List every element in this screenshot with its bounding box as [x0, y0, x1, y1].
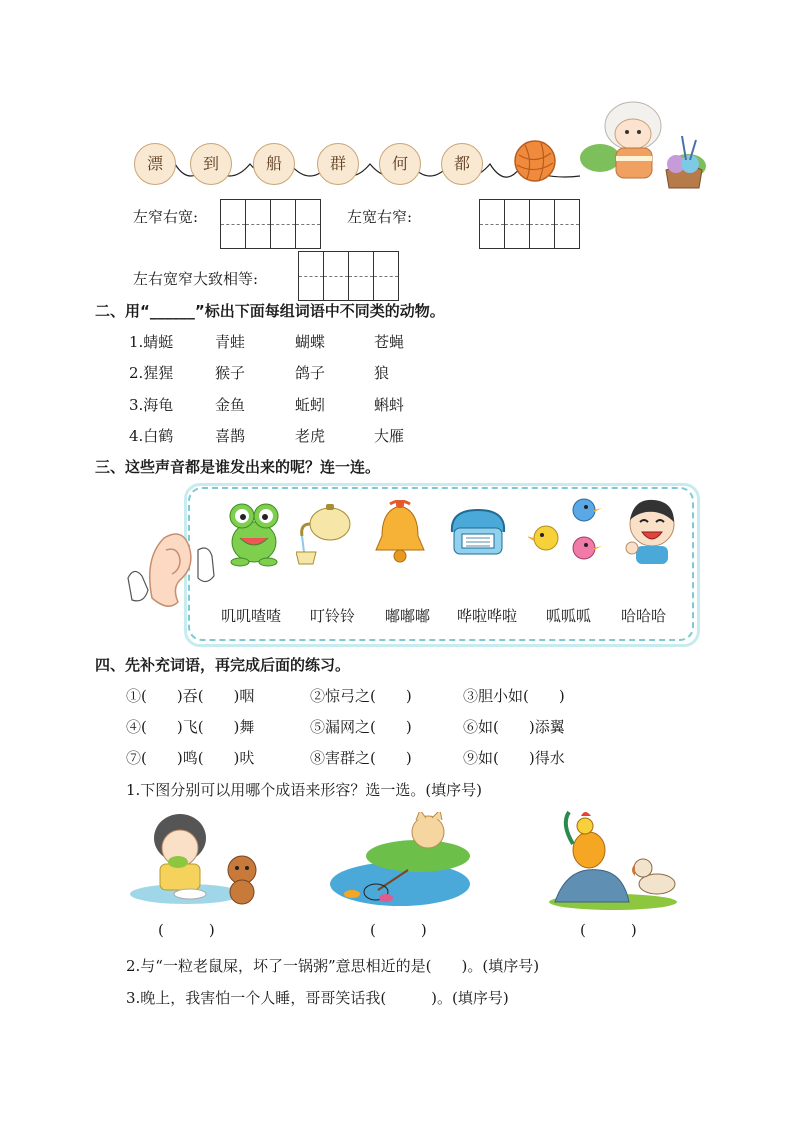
section3-title: 三、这些声音都是谁发出来的呢？连一连。 [95, 458, 381, 476]
word[interactable]: 喜鹊 [215, 427, 246, 445]
word[interactable]: 蚯蚓 [295, 396, 326, 414]
word[interactable]: 苍蝇 [374, 333, 405, 351]
char-circle-6: 都 [441, 143, 483, 185]
left-narrow-writing-grid[interactable] [220, 199, 321, 249]
idiom-blank[interactable]: ⑧害群之( ) [310, 749, 412, 767]
word[interactable]: 蝌蚪 [374, 396, 405, 414]
section2-row-3 [129, 394, 404, 415]
word[interactable]: 蝴蝶 [295, 333, 326, 351]
sound-label-3: 嘟嘟嘟 [385, 607, 431, 625]
word[interactable]: 4.白鹤 [129, 427, 174, 445]
sound-label-1: 叽叽喳喳 [221, 607, 282, 625]
char-circle-1: 漂 [134, 143, 176, 185]
char-circle-5: 何 [379, 143, 421, 185]
question-2[interactable]: 2.与“一粒老鼠屎，坏了一锅粥”意思相近的是( )。(填序号) [126, 957, 540, 975]
rooster-dog-picture [547, 810, 682, 910]
left-wide-writing-grid[interactable] [479, 199, 580, 249]
idiom-blank[interactable]: ⑤漏网之( ) [310, 718, 412, 736]
section2-row-1 [129, 331, 404, 352]
word[interactable]: 猴子 [215, 364, 246, 382]
boy-eating-picture [130, 808, 270, 910]
word[interactable]: 1.蜻蜓 [129, 333, 174, 351]
word[interactable]: 2.猩猩 [129, 364, 174, 382]
picture-3-answer-blank[interactable]: ( ) [580, 921, 637, 939]
word[interactable]: 大雁 [374, 427, 405, 445]
ear-icon [122, 528, 222, 610]
sound-label-5: 呱呱呱 [546, 607, 592, 625]
question-1: 1.下图分别可以用哪个成语来形容？选一选。(填序号) [126, 781, 483, 799]
section2-row-4 [129, 425, 404, 446]
idiom-blank[interactable]: ②惊弓之( ) [310, 687, 412, 705]
sound-label-6: 哈哈哈 [621, 607, 667, 625]
section4-title: 四、先补充词语，再完成后面的练习。 [95, 656, 351, 674]
cat-fishing-picture [328, 812, 478, 910]
word[interactable]: 鸽子 [295, 364, 326, 382]
idiom-blank[interactable]: ③胆小如( ) [463, 687, 565, 705]
idiom-blank[interactable]: ⑦( )鸣( )吠 [126, 749, 255, 767]
idiom-blank[interactable]: ⑥如( )添翼 [463, 718, 565, 736]
section2-row-2 [129, 362, 389, 383]
birds-icon [528, 496, 606, 566]
teapot-icon [296, 500, 356, 568]
sheep-knitting-illustration [578, 96, 708, 194]
word[interactable]: 狼 [374, 364, 390, 382]
frog-icon [226, 498, 282, 568]
left-wide-label: 左宽右窄: [347, 208, 413, 226]
word[interactable]: 青蛙 [215, 333, 246, 351]
idiom-blank[interactable]: ④( )飞( )舞 [126, 718, 255, 736]
word[interactable]: 金鱼 [215, 396, 246, 414]
left-narrow-label: 左窄右宽: [133, 208, 199, 226]
sound-label-2: 叮铃铃 [310, 607, 356, 625]
section2-title: 二、用“______”标出下面每组词语中不同类的动物。 [95, 302, 445, 320]
equal-width-writing-grid[interactable] [298, 251, 399, 301]
question-3[interactable]: 3.晚上，我害怕一个人睡，哥哥笑话我( )。(填序号) [126, 989, 509, 1007]
word[interactable]: 3.海龟 [129, 396, 174, 414]
char-circle-2: 到 [190, 143, 232, 185]
laughing-boy-icon [622, 496, 680, 566]
picture-1-answer-blank[interactable]: ( ) [158, 921, 215, 939]
word[interactable]: 老虎 [295, 427, 326, 445]
sound-label-4: 哗啦哗啦 [457, 607, 518, 625]
idiom-blank[interactable]: ①( )吞( )咽 [126, 687, 255, 705]
char-circle-3: 船 [253, 143, 295, 185]
picture-2-answer-blank[interactable]: ( ) [370, 921, 427, 939]
idiom-blank[interactable]: ⑨如( )得水 [463, 749, 565, 767]
telephone-icon [446, 502, 512, 560]
bell-icon [370, 500, 430, 568]
equal-width-label: 左右宽窄大致相等: [133, 270, 259, 288]
yarn-ball-icon [513, 139, 557, 183]
char-circle-4: 群 [317, 143, 359, 185]
